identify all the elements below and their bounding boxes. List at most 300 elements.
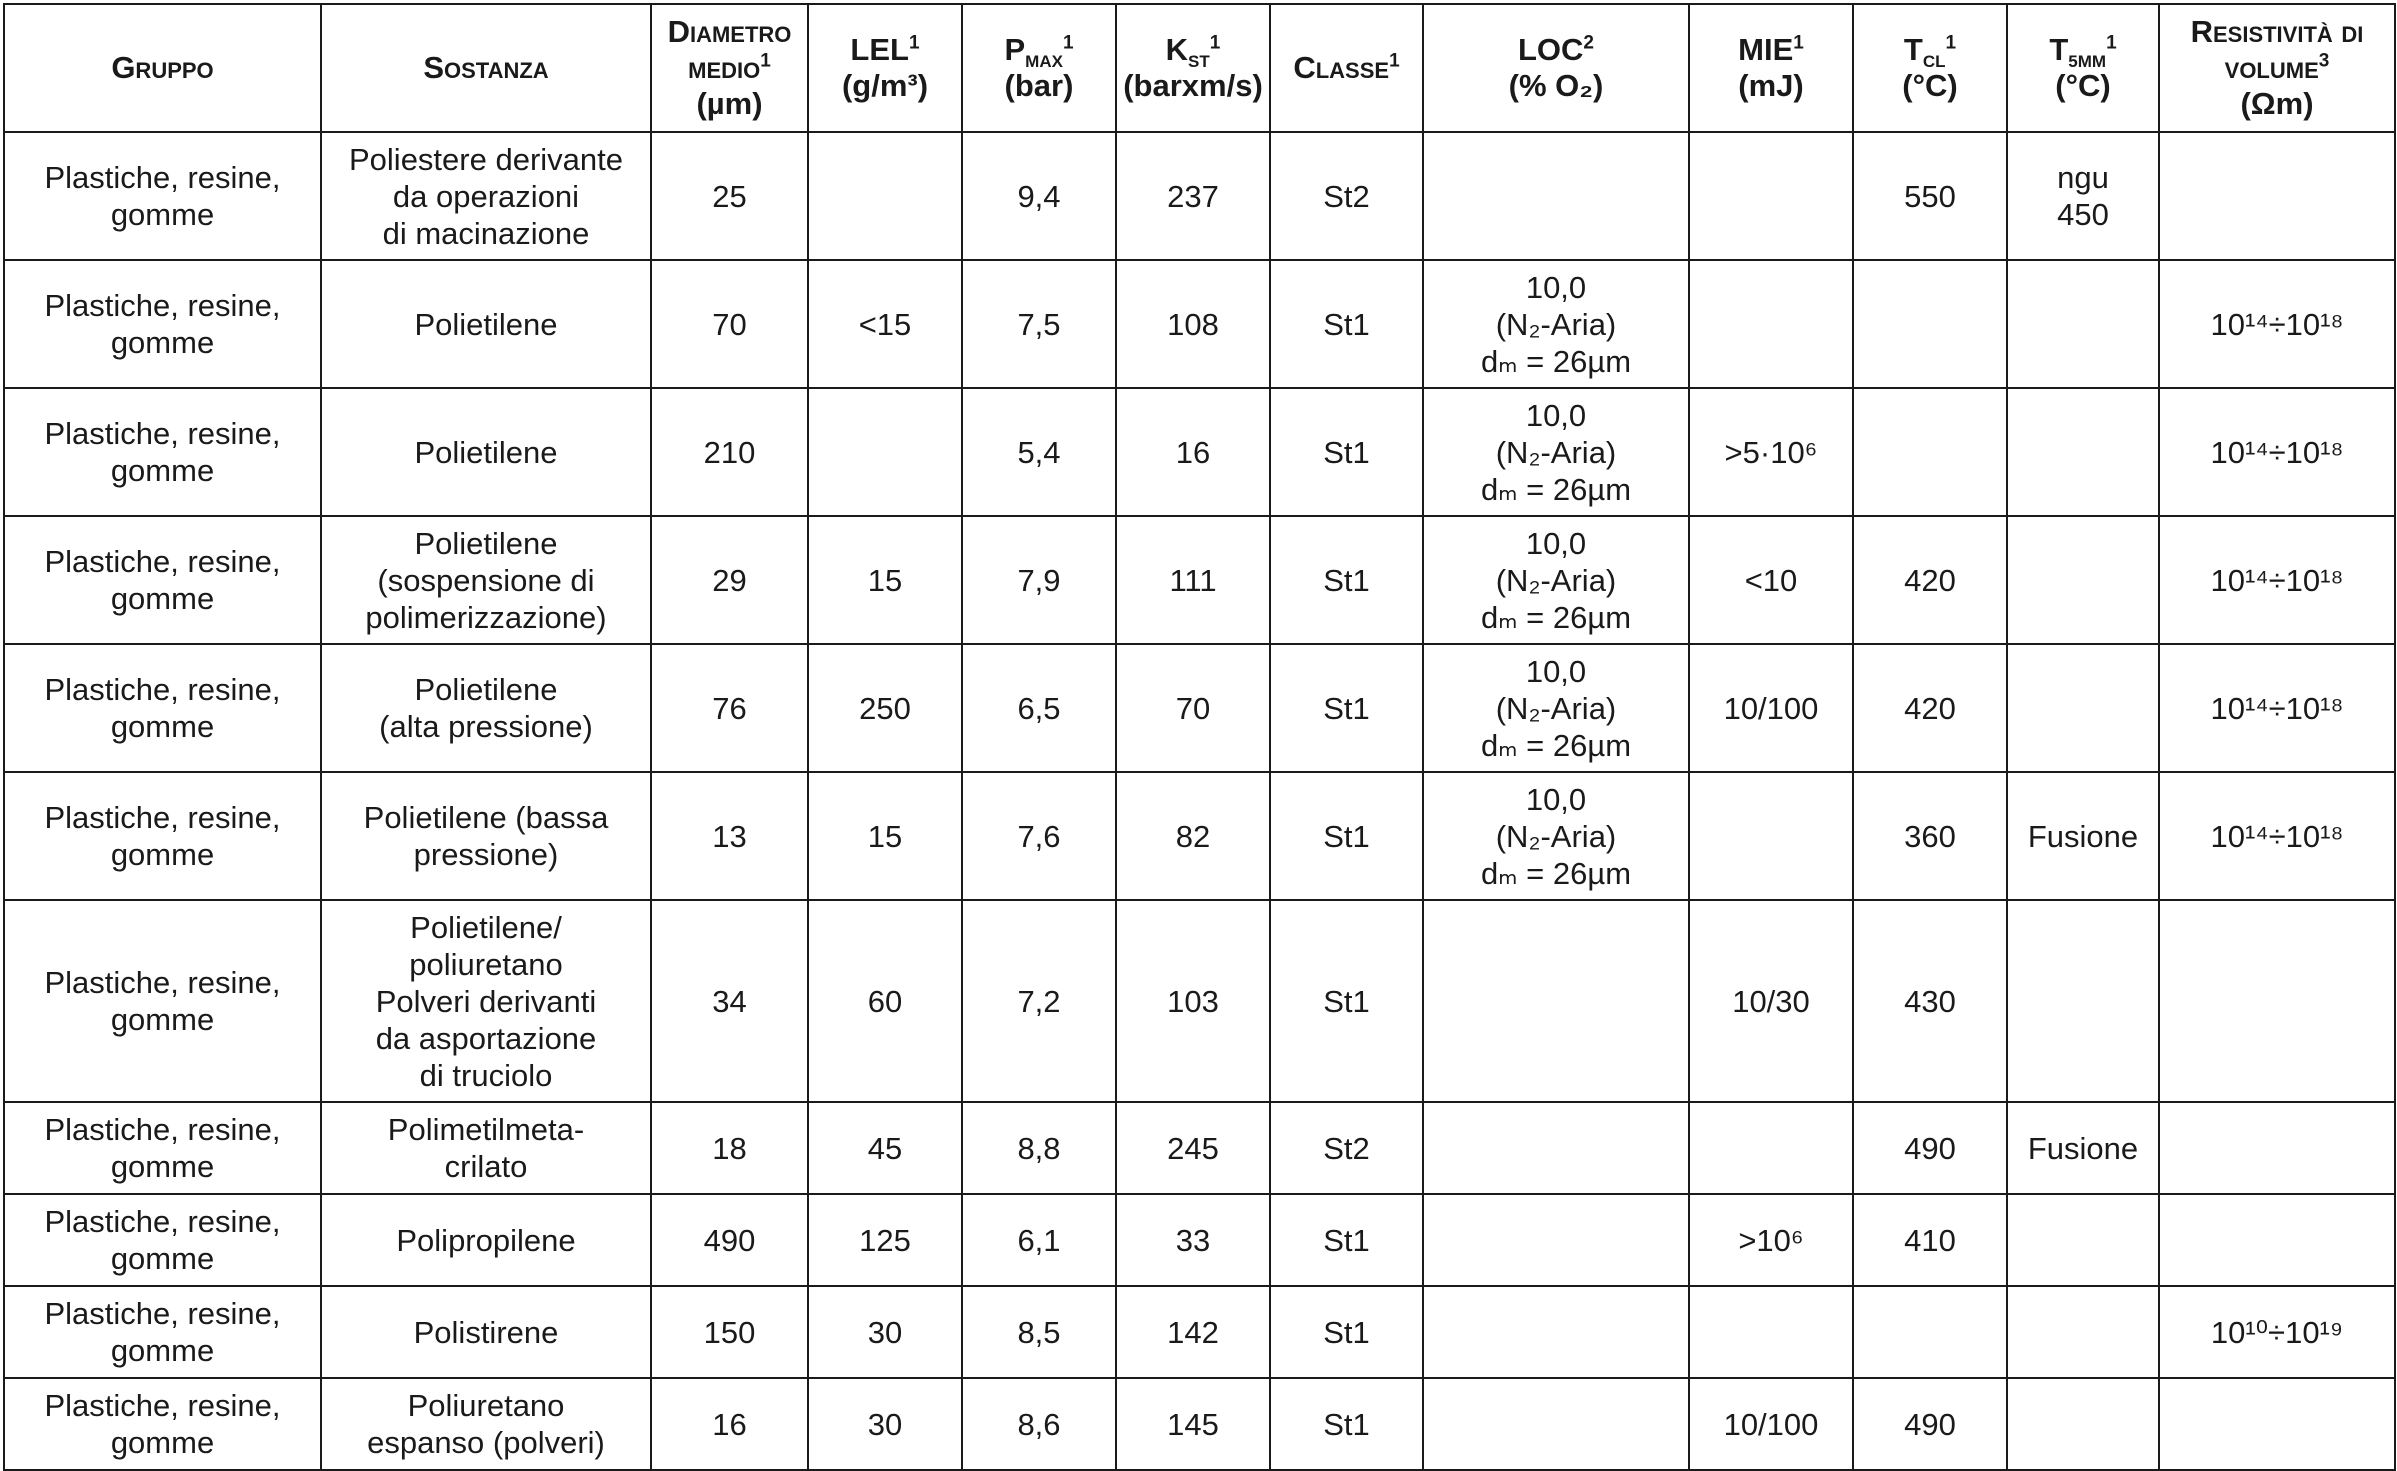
cell-mie-value: 10/30 <box>1732 983 1810 1019</box>
cell-pmax-value: 7,9 <box>1017 562 1061 598</box>
cell-mie <box>1689 1378 1853 1470</box>
header-kst-footnote: 1 <box>1209 32 1221 54</box>
cell-pmax-value: 7,6 <box>1017 818 1061 854</box>
cell-gruppo-line: Plastiche, resine, <box>44 1388 281 1423</box>
header-resistivita-label: Resistività di volume <box>2190 14 2364 85</box>
cell-classe <box>1270 388 1423 516</box>
header-classe <box>1270 4 1423 132</box>
cell-kst-value: 237 <box>1167 178 1219 214</box>
cell-loc <box>1423 1378 1689 1470</box>
cell-classe <box>1270 260 1423 388</box>
cell-gruppo-line: Plastiche, resine, <box>44 288 281 323</box>
header-pmax <box>962 4 1116 132</box>
cell-gruppo <box>4 900 321 1102</box>
cell-diametro-value: 210 <box>703 434 756 470</box>
cell-t5mm <box>2007 644 2159 772</box>
cell-sostanza-line: Polietilene <box>414 672 558 707</box>
cell-loc-line: dₘ = 26µm <box>1480 343 1632 379</box>
cell-resistivita <box>2159 132 2395 260</box>
cell-mie <box>1689 516 1853 644</box>
cell-sostanza-line: polimerizzazione) <box>365 599 607 635</box>
cell-gruppo-line: Plastiche, resine, <box>44 160 281 195</box>
cell-diametro-value: 150 <box>703 1314 756 1350</box>
header-lel-label: LEL <box>850 32 909 67</box>
table-row <box>4 1102 2395 1194</box>
cell-kst-value: 33 <box>1175 1222 1211 1258</box>
header-lel <box>808 4 962 132</box>
cell-loc <box>1423 772 1689 900</box>
cell-diametro <box>651 132 808 260</box>
cell-mie <box>1689 1286 1853 1378</box>
header-kst-subscript: ST <box>1188 52 1210 72</box>
cell-mie-value: 10/100 <box>1723 690 1819 726</box>
cell-loc-line: (N₂-Aria) <box>1495 562 1617 598</box>
cell-classe <box>1270 900 1423 1102</box>
header-t5mm-subscript: 5MM <box>2068 52 2107 72</box>
cell-sostanza-line: Polietilene/ <box>410 909 562 945</box>
cell-gruppo-line: gomme <box>110 1241 215 1276</box>
cell-pmax <box>962 388 1116 516</box>
cell-tcl <box>1853 388 2007 516</box>
header-tcl-label: T <box>1903 32 1923 67</box>
cell-tcl-value: 490 <box>1904 1406 1956 1442</box>
header-sostanza <box>321 4 651 132</box>
cell-loc-line: 10,0 <box>1525 653 1587 689</box>
cell-resistivita <box>2159 516 2395 644</box>
table-row <box>4 1378 2395 1470</box>
cell-pmax <box>962 1194 1116 1286</box>
cell-pmax <box>962 1102 1116 1194</box>
cell-loc-line: (N₂-Aria) <box>1495 690 1617 726</box>
cell-tcl-value: 410 <box>1904 1222 1956 1258</box>
cell-resistivita <box>2159 900 2395 1102</box>
cell-gruppo-line: Plastiche, resine, <box>44 416 281 451</box>
cell-t5mm <box>2007 260 2159 388</box>
cell-kst-value: 245 <box>1167 1130 1219 1166</box>
cell-mie <box>1689 900 1853 1102</box>
cell-lel-value: <15 <box>858 306 912 342</box>
cell-loc-line: dₘ = 26µm <box>1480 471 1632 507</box>
cell-classe-value: St1 <box>1323 1222 1370 1258</box>
cell-kst-value: 70 <box>1175 690 1211 726</box>
cell-loc-line: dₘ = 26µm <box>1480 727 1632 763</box>
cell-lel-value: 45 <box>867 1130 903 1166</box>
cell-classe <box>1270 132 1423 260</box>
header-kst-unit: (barxm/s) <box>1123 68 1263 103</box>
cell-t5mm <box>2007 1194 2159 1286</box>
table-row <box>4 132 2395 260</box>
table-row <box>4 1194 2395 1286</box>
cell-lel <box>808 1378 962 1470</box>
cell-kst-value: 145 <box>1167 1406 1219 1442</box>
cell-kst <box>1116 1378 1270 1470</box>
cell-sostanza-line: Polietilene <box>414 525 558 561</box>
cell-sostanza-line: Poliuretano <box>407 1388 565 1423</box>
cell-lel <box>808 1194 962 1286</box>
table-header-row <box>4 4 2395 132</box>
cell-loc-line: dₘ = 26µm <box>1480 855 1632 891</box>
cell-tcl-value: 360 <box>1904 818 1956 854</box>
cell-classe <box>1270 1194 1423 1286</box>
cell-classe-value: St1 <box>1323 690 1370 726</box>
cell-diametro <box>651 644 808 772</box>
cell-resistivita <box>2159 260 2395 388</box>
cell-mie-value: >10⁶ <box>1738 1222 1804 1258</box>
cell-gruppo-line: Plastiche, resine, <box>44 544 281 579</box>
cell-kst-value: 103 <box>1167 983 1219 1019</box>
cell-loc-line: (N₂-Aria) <box>1495 434 1617 470</box>
cell-gruppo-line: Plastiche, resine, <box>44 672 281 707</box>
cell-pmax-value: 8,8 <box>1017 1130 1061 1166</box>
cell-sostanza <box>321 388 651 516</box>
cell-pmax <box>962 644 1116 772</box>
cell-tcl-value: 420 <box>1904 690 1956 726</box>
cell-pmax <box>962 772 1116 900</box>
cell-sostanza <box>321 132 651 260</box>
cell-kst <box>1116 132 1270 260</box>
cell-kst <box>1116 1102 1270 1194</box>
cell-diametro <box>651 1102 808 1194</box>
cell-classe-value: St1 <box>1323 1314 1370 1350</box>
cell-diametro <box>651 516 808 644</box>
cell-diametro <box>651 772 808 900</box>
table-row <box>4 1286 2395 1378</box>
cell-gruppo-line: gomme <box>110 709 215 744</box>
cell-kst <box>1116 1286 1270 1378</box>
cell-loc-line: (N₂-Aria) <box>1495 306 1617 342</box>
table-row <box>4 260 2395 388</box>
cell-classe <box>1270 1378 1423 1470</box>
cell-gruppo-line: Plastiche, resine, <box>44 1296 281 1331</box>
cell-tcl <box>1853 260 2007 388</box>
cell-diametro-value: 13 <box>712 818 747 854</box>
cell-sostanza-line: Polietilene <box>414 434 558 470</box>
cell-resistivita-value: 10¹⁴÷10¹⁸ <box>2210 306 2344 342</box>
header-kst-label: K <box>1165 32 1189 67</box>
cell-tcl <box>1853 644 2007 772</box>
cell-sostanza-line: da operazioni <box>392 178 580 214</box>
cell-t5mm <box>2007 1102 2159 1194</box>
cell-resistivita-value: 10¹⁴÷10¹⁸ <box>2210 818 2344 854</box>
cell-pmax <box>962 260 1116 388</box>
cell-lel <box>808 772 962 900</box>
cell-pmax <box>962 900 1116 1102</box>
cell-lel <box>808 1102 962 1194</box>
header-diametro-label: Diametro medio <box>667 14 792 85</box>
cell-diametro-value: 76 <box>712 690 747 726</box>
cell-resistivita <box>2159 1286 2395 1378</box>
cell-diametro <box>651 1194 808 1286</box>
cell-lel <box>808 260 962 388</box>
cell-sostanza-line: (alta pressione) <box>379 709 593 744</box>
cell-loc <box>1423 260 1689 388</box>
cell-pmax-value: 7,2 <box>1017 983 1061 1019</box>
cell-t5mm <box>2007 772 2159 900</box>
table-row <box>4 644 2395 772</box>
cell-loc <box>1423 1102 1689 1194</box>
cell-sostanza-line: Polistirene <box>413 1314 559 1350</box>
cell-gruppo <box>4 1286 321 1378</box>
cell-sostanza <box>321 1286 651 1378</box>
cell-classe-value: St1 <box>1323 983 1370 1019</box>
cell-sostanza-line: da asportazione <box>375 1020 597 1056</box>
cell-tcl <box>1853 1378 2007 1470</box>
cell-lel-value: 30 <box>867 1314 903 1350</box>
cell-sostanza <box>321 900 651 1102</box>
header-t5mm-unit: (°C) <box>2055 68 2111 103</box>
cell-gruppo-line: gomme <box>110 1149 215 1184</box>
cell-loc <box>1423 1194 1689 1286</box>
cell-tcl <box>1853 772 2007 900</box>
header-diametro-footnote: 1 <box>760 50 771 72</box>
header-lel-unit: (g/m³) <box>841 68 929 103</box>
cell-gruppo-line: gomme <box>110 453 215 488</box>
cell-diametro <box>651 1378 808 1470</box>
cell-gruppo <box>4 644 321 772</box>
cell-kst <box>1116 1194 1270 1286</box>
cell-resistivita <box>2159 1102 2395 1194</box>
cell-pmax <box>962 1378 1116 1470</box>
header-mie-label: MIE <box>1738 32 1794 67</box>
cell-sostanza <box>321 1378 651 1470</box>
cell-kst <box>1116 900 1270 1102</box>
cell-gruppo <box>4 1194 321 1286</box>
cell-lel-value: 125 <box>859 1222 911 1258</box>
cell-tcl-value: 420 <box>1904 562 1956 598</box>
cell-kst-value: 142 <box>1167 1314 1219 1350</box>
cell-sostanza-line: crilato <box>444 1149 528 1184</box>
header-loc-footnote: 2 <box>1583 32 1594 54</box>
cell-pmax-value: 9,4 <box>1017 178 1061 214</box>
header-loc-label: LOC <box>1517 32 1584 67</box>
cell-gruppo <box>4 132 321 260</box>
header-loc <box>1423 4 1689 132</box>
header-classe-label: Classe <box>1293 50 1390 85</box>
cell-gruppo-line: gomme <box>110 325 215 360</box>
cell-resistivita-value: 10¹⁴÷10¹⁸ <box>2210 434 2344 470</box>
header-gruppo-label: Gruppo <box>111 50 214 85</box>
table-body <box>4 132 2395 1470</box>
header-kst <box>1116 4 1270 132</box>
cell-resistivita-value: 10¹⁴÷10¹⁸ <box>2210 690 2344 726</box>
header-lel-footnote: 1 <box>908 32 920 54</box>
cell-classe <box>1270 1286 1423 1378</box>
cell-gruppo-line: gomme <box>110 837 215 872</box>
header-gruppo <box>4 4 321 132</box>
cell-mie <box>1689 1102 1853 1194</box>
cell-mie <box>1689 388 1853 516</box>
cell-classe <box>1270 1102 1423 1194</box>
cell-diametro <box>651 388 808 516</box>
cell-diametro <box>651 900 808 1102</box>
cell-tcl <box>1853 132 2007 260</box>
cell-gruppo <box>4 772 321 900</box>
cell-pmax <box>962 132 1116 260</box>
cell-sostanza-line: Polietilene (bassa <box>363 800 609 835</box>
cell-gruppo-line: Plastiche, resine, <box>44 1204 281 1239</box>
table-row <box>4 900 2395 1102</box>
header-mie <box>1689 4 1853 132</box>
cell-mie <box>1689 772 1853 900</box>
cell-mie <box>1689 1194 1853 1286</box>
cell-tcl-value: 430 <box>1904 983 1956 1019</box>
cell-loc-line: 10,0 <box>1525 525 1587 561</box>
cell-gruppo <box>4 388 321 516</box>
cell-sostanza <box>321 260 651 388</box>
cell-classe <box>1270 516 1423 644</box>
cell-diametro-value: 70 <box>712 306 747 342</box>
cell-classe-value: St1 <box>1323 306 1370 342</box>
header-resistivita <box>2159 4 2395 132</box>
cell-diametro <box>651 1286 808 1378</box>
cell-gruppo-line: gomme <box>110 197 215 232</box>
header-tcl-footnote: 1 <box>1945 32 1957 54</box>
cell-loc-line: 10,0 <box>1525 269 1587 305</box>
cell-classe <box>1270 772 1423 900</box>
cell-classe-value: St1 <box>1323 1406 1370 1442</box>
header-tcl <box>1853 4 2007 132</box>
cell-resistivita <box>2159 1194 2395 1286</box>
cell-loc <box>1423 644 1689 772</box>
cell-gruppo-line: gomme <box>110 1333 215 1368</box>
table-row <box>4 516 2395 644</box>
cell-pmax-value: 5,4 <box>1017 434 1061 470</box>
cell-lel-value: 15 <box>867 818 903 854</box>
cell-t5mm <box>2007 516 2159 644</box>
cell-resistivita <box>2159 644 2395 772</box>
header-mie-unit: (mJ) <box>1738 68 1804 103</box>
cell-lel <box>808 516 962 644</box>
cell-gruppo-line: gomme <box>110 581 215 616</box>
cell-tcl <box>1853 1194 2007 1286</box>
cell-pmax-value: 8,5 <box>1017 1314 1061 1350</box>
cell-loc <box>1423 516 1689 644</box>
cell-gruppo <box>4 1378 321 1470</box>
cell-gruppo <box>4 516 321 644</box>
cell-lel-value: 250 <box>859 690 911 726</box>
cell-gruppo-line: gomme <box>110 1002 215 1037</box>
cell-sostanza-line: di macinazione <box>382 215 590 251</box>
cell-t5mm <box>2007 900 2159 1102</box>
cell-sostanza-line: Polveri derivanti <box>375 983 597 1019</box>
cell-sostanza <box>321 1102 651 1194</box>
cell-kst-value: 16 <box>1175 434 1211 470</box>
cell-gruppo-line: Plastiche, resine, <box>44 1112 281 1147</box>
cell-classe-value: St1 <box>1323 434 1370 470</box>
cell-loc-line: 10,0 <box>1525 397 1587 433</box>
cell-loc-line: 10,0 <box>1525 781 1587 817</box>
header-t5mm-label: T <box>2049 32 2069 67</box>
header-diametro <box>651 4 808 132</box>
dust-properties-table <box>3 3 2396 1471</box>
cell-sostanza-line: (sospensione di <box>377 562 595 598</box>
cell-classe-value: St2 <box>1323 178 1370 214</box>
cell-kst <box>1116 772 1270 900</box>
cell-diametro-value: 16 <box>712 1406 747 1442</box>
header-pmax-subscript: MAX <box>1025 52 1063 72</box>
header-diametro-unit: (µm) <box>696 86 763 121</box>
cell-t5mm-line: Fusione <box>2027 1130 2139 1166</box>
cell-diametro-value: 29 <box>712 562 747 598</box>
cell-sostanza-line: Polipropilene <box>396 1222 576 1258</box>
cell-tcl-value: 550 <box>1904 178 1956 214</box>
header-pmax-unit: (bar) <box>1004 68 1074 103</box>
cell-kst <box>1116 260 1270 388</box>
cell-tcl <box>1853 1102 2007 1194</box>
cell-lel <box>808 388 962 516</box>
table-row <box>4 388 2395 516</box>
cell-gruppo-line: gomme <box>110 1425 215 1460</box>
cell-sostanza-line: espanso (polveri) <box>367 1425 605 1460</box>
cell-sostanza <box>321 644 651 772</box>
cell-loc <box>1423 900 1689 1102</box>
cell-classe-value: St2 <box>1323 1130 1370 1166</box>
header-pmax-label: P <box>1004 32 1026 67</box>
cell-t5mm-line: Fusione <box>2027 818 2139 854</box>
cell-gruppo <box>4 260 321 388</box>
cell-kst-value: 82 <box>1175 818 1211 854</box>
cell-pmax-value: 7,5 <box>1017 306 1061 342</box>
cell-lel <box>808 644 962 772</box>
cell-sostanza-line: pressione) <box>413 837 559 872</box>
cell-diametro-value: 25 <box>712 178 747 214</box>
cell-kst-value: 108 <box>1167 306 1219 342</box>
cell-sostanza-line: Poliestere derivante <box>349 141 623 177</box>
cell-lel <box>808 1286 962 1378</box>
cell-pmax <box>962 516 1116 644</box>
cell-sostanza-line: poliuretano <box>409 946 563 982</box>
cell-pmax-value: 6,1 <box>1017 1222 1061 1258</box>
cell-lel-value: 60 <box>867 983 903 1019</box>
cell-mie-value: 10/100 <box>1723 1406 1819 1442</box>
cell-pmax <box>962 1286 1116 1378</box>
cell-sostanza <box>321 1194 651 1286</box>
header-tcl-unit: (°C) <box>1902 68 1958 103</box>
cell-t5mm <box>2007 1378 2159 1470</box>
header-resistivita-unit: (Ωm) <box>2240 86 2314 121</box>
cell-diametro <box>651 260 808 388</box>
cell-sostanza-line: Polimetilmeta- <box>387 1112 585 1147</box>
header-tcl-subscript: CL <box>1922 52 1946 72</box>
cell-resistivita <box>2159 1378 2395 1470</box>
cell-diametro-value: 18 <box>712 1130 747 1166</box>
table-row <box>4 772 2395 900</box>
cell-mie <box>1689 132 1853 260</box>
cell-t5mm <box>2007 388 2159 516</box>
cell-tcl <box>1853 516 2007 644</box>
cell-classe-value: St1 <box>1323 562 1370 598</box>
cell-classe-value: St1 <box>1323 818 1370 854</box>
cell-t5mm <box>2007 132 2159 260</box>
header-sostanza-label: Sostanza <box>423 50 549 85</box>
cell-gruppo-line: Plastiche, resine, <box>44 965 281 1000</box>
cell-gruppo <box>4 1102 321 1194</box>
header-loc-unit: (% O₂) <box>1508 68 1604 103</box>
cell-lel <box>808 132 962 260</box>
cell-loc <box>1423 132 1689 260</box>
header-t5mm-footnote: 1 <box>2106 32 2117 54</box>
cell-pmax-value: 6,5 <box>1017 690 1061 726</box>
cell-kst <box>1116 644 1270 772</box>
cell-loc <box>1423 388 1689 516</box>
cell-loc-line: dₘ = 26µm <box>1480 599 1632 635</box>
cell-sostanza-line: Polietilene <box>414 306 558 342</box>
cell-sostanza <box>321 772 651 900</box>
cell-sostanza-line: di truciolo <box>419 1057 553 1093</box>
cell-pmax-value: 8,6 <box>1017 1406 1061 1442</box>
header-pmax-footnote: 1 <box>1062 32 1074 54</box>
cell-t5mm-line: ngu <box>2057 160 2109 195</box>
